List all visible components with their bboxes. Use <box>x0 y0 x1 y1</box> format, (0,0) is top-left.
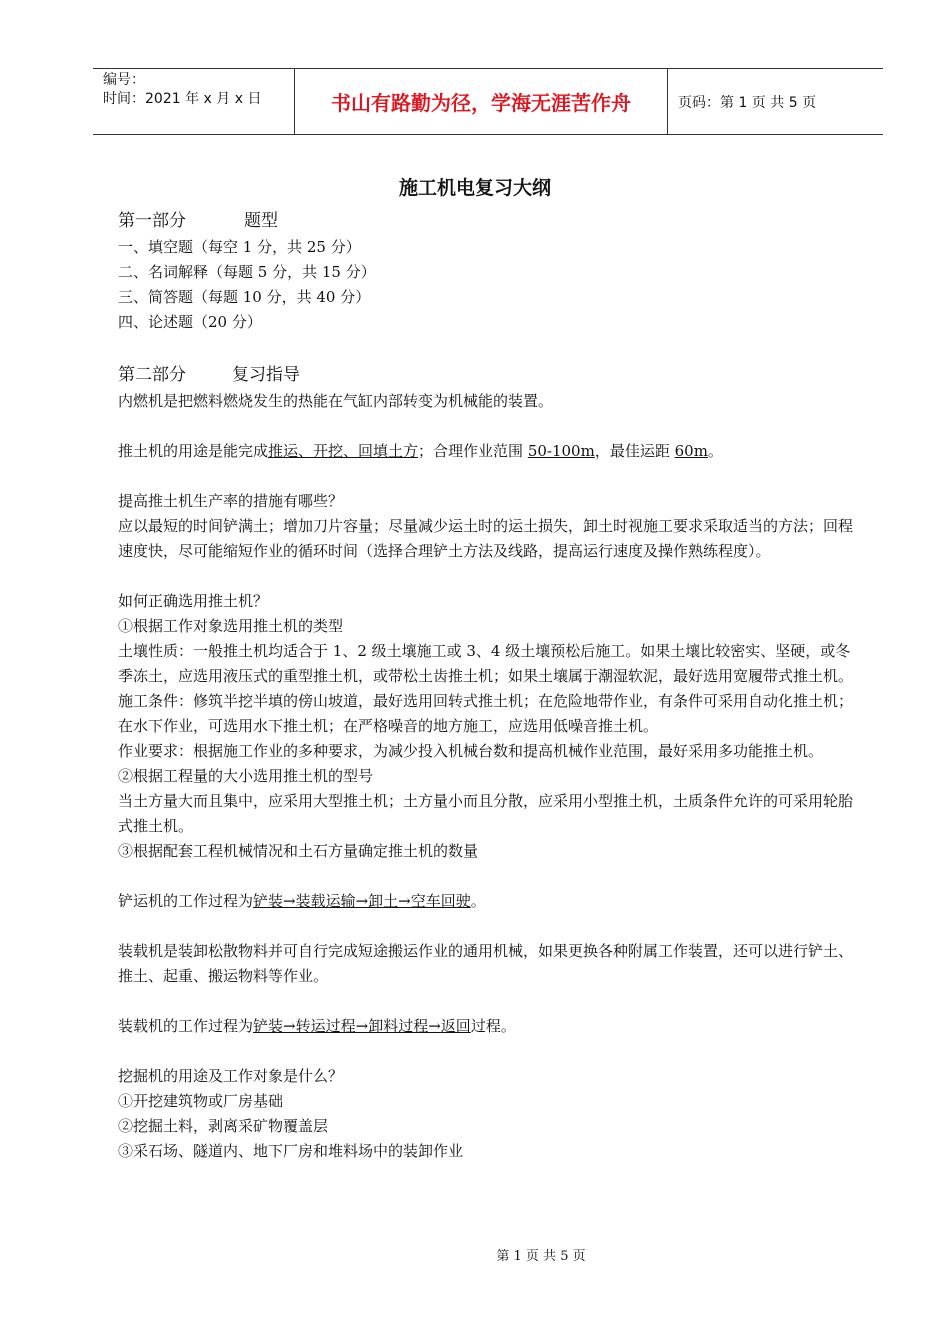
spacer <box>118 914 860 939</box>
engine-definition: 内燃机是把燃料燃烧发生的热能在气缸内部转变为机械能的装置。 <box>118 392 554 410</box>
select-point-1: ①根据工作对象选用推土机的类型 <box>118 617 344 635</box>
productivity-question: 提高推土机生产率的措施有哪些？ <box>118 492 344 510</box>
loader-definition: 装载机是装卸松散物料并可自行完成短途搬运作业的通用机械，如果更换各种附属工作装置，还可以进行铲土、推土、起重、搬运物料等作业。 <box>118 942 854 985</box>
underlined-term: 返回 <box>440 1017 471 1035</box>
page-title: 施工机电复习大纲 <box>398 177 551 199</box>
header-left-cell <box>93 69 294 134</box>
underlined-term: 50-100m <box>527 442 595 460</box>
arrow: → <box>283 1017 296 1035</box>
part2-heading <box>118 362 860 389</box>
spacer <box>118 414 860 439</box>
part2-label: 第二部分 <box>118 365 186 385</box>
text-span: 推土机的用途是能完成 <box>118 442 269 460</box>
underlined-term: 铲装→装载运输→卸土→空车回驶 <box>253 892 471 910</box>
page-footer <box>0 1245 950 1264</box>
part1-item: 三、简答题（每题 10 分，共 40 分） <box>118 288 371 306</box>
part2-subheading: 复习指导 <box>232 365 300 385</box>
excavator-question: 挖掘机的用途及工作对象是什么？ <box>118 1067 344 1085</box>
productivity-answer: 应以最短的时间铲满土；增加刀片容量；尽量减少运土时的运土损失，卸土时视施工要求采取适当的方法；回程速度快，尽可能缩短作业的循环时间（选择合理铲土方法及线路，提高运行速度及操作熟练程度）。 <box>118 517 854 560</box>
header-table <box>93 68 883 135</box>
arrow: → <box>355 1017 369 1035</box>
condition-paragraph: 施工条件：修筑半挖半填的傍山坡道，最好选用回转式推土机；在危险地带作业，有条件可采用自动化推土机；在水下作业，可选用水下推土机；在严格噪音的地方施工，应选用低噪音推土机。 <box>118 692 854 735</box>
excavator-item: ①开挖建筑物或厂房基础 <box>118 1092 284 1110</box>
text-span: ，最佳运距 <box>594 442 675 460</box>
soil-paragraph: 土壤性质：一般推土机均适合于 1、2 级土壤施工或 3、4 级土壤预松后施工。如果土壤比较密实、坚硬，或冬季冻土，应选用液压式的重型推土机，或带松土齿推土机；如果土壤属于潮湿软泥，最好选用宽履带式推土机。 <box>118 642 854 685</box>
part1-item: 一、填空题（每空 1 分，共 25 分） <box>118 238 361 256</box>
spacer <box>118 989 860 1014</box>
text-span: 。 <box>707 442 723 460</box>
header-motto-cell <box>294 69 668 134</box>
underlined-term: 推运、开挖、回填土方 <box>268 442 419 460</box>
select-point-3: ③根据配套工程机械情况和土石方量确定推土机的数量 <box>118 842 479 860</box>
select-question: 如何正确选用推土机？ <box>118 592 269 610</box>
spacer <box>118 864 860 889</box>
scraper-process <box>118 889 860 914</box>
text-span: 装载机的工作过程为 <box>118 1017 254 1035</box>
excavator-item: ②挖掘土料，剥离采矿物覆盖层 <box>118 1117 329 1135</box>
arrow: → <box>428 1017 441 1035</box>
text-span: 铲运机的工作过程为 <box>118 892 254 910</box>
spacer <box>118 464 860 489</box>
page-info: 页码：第 1 页 共 5 页 <box>678 94 817 111</box>
motto-text: 书山有路勤为径，学海无涯苦作舟 <box>331 91 631 115</box>
time-label: 时间：2021 年 x 月 x 日 <box>103 91 262 107</box>
number-label: 编号： <box>103 72 145 88</box>
underlined-term: 铲装 <box>253 1017 284 1035</box>
part1-item: 二、名词解释（每题 5 分，共 15 分） <box>118 263 376 281</box>
text-span: 。 <box>470 892 486 910</box>
part1-subheading: 题型 <box>244 211 278 231</box>
requirement-paragraph: 作业要求：根据施工作业的多种要求，为减少投入机械台数和提高机械作业范围，最好采用多功能推土机。 <box>118 742 824 760</box>
bulldozer-use <box>118 439 860 464</box>
underlined-term: 转运过程 <box>295 1017 356 1035</box>
part1-label: 第一部分 <box>118 211 186 231</box>
volume-paragraph: 当土方量大而且集中，应采用大型推土机；土方量小而且分散，应采用小型推土机，土质条件允许的可采用轮胎式推土机。 <box>118 792 854 835</box>
header-page-cell <box>668 69 883 134</box>
text-span: ；合理作业范围 <box>418 442 528 460</box>
spacer <box>118 1039 860 1064</box>
loader-process <box>118 1014 860 1039</box>
part1-item: 四、论述题（20 分） <box>118 313 262 331</box>
excavator-item: ③采石场、隧道内、地下厂房和堆料场中的装卸作业 <box>118 1142 464 1160</box>
document-body <box>118 208 860 1164</box>
spacer <box>118 564 860 589</box>
underlined-term: 卸料过程 <box>368 1017 429 1035</box>
footer-page-number: 第 1 页 共 5 页 <box>496 1249 586 1264</box>
text-span: 过程。 <box>470 1017 516 1035</box>
spacer <box>118 335 860 362</box>
select-point-2: ②根据工程量的大小选用推土机的型号 <box>118 767 374 785</box>
underlined-term: 60m <box>674 442 708 460</box>
part1-heading <box>118 208 860 235</box>
